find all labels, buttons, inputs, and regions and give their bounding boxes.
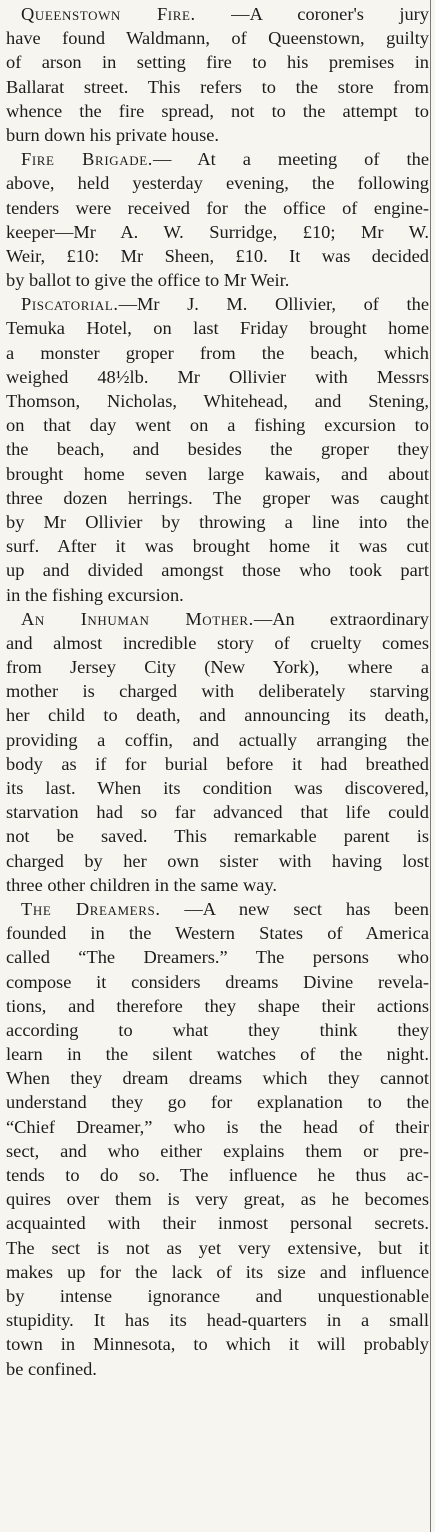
article-line: body as if for burial before it had breathed	[6, 753, 429, 774]
article-line: its last. When its condition was discovered,	[6, 778, 429, 798]
article-line: tions, and therefore they shape their actions	[6, 995, 429, 1016]
article-line: not be saved. This remarkable parent is	[6, 826, 429, 847]
article-text: —A coroner's jury	[195, 4, 429, 24]
article-line: providing a coffin, and actually arranging the	[6, 729, 429, 750]
article-line: weighed 48½lb. Mr Ollivier with Messrs	[6, 366, 429, 387]
article-line: Thomson, Nicholas, Whitehead, and Stening,	[6, 391, 429, 411]
article-line: “Chief Dreamer,” who is the head of their	[6, 1116, 429, 1137]
article-line: called “The Dreamers.” The persons who	[6, 947, 429, 968]
article-line: tenders were received for the office of engine-	[6, 197, 429, 218]
article-line: learn in the silent watches of the night.	[6, 1044, 429, 1065]
article-first-line	[6, 2, 429, 26]
article-text: —An extraordinary	[253, 608, 429, 629]
article-heading: Queenstown Fire.	[21, 4, 196, 24]
article-line: by Mr Ollivier by throwing a line into the	[6, 511, 429, 532]
article-text: — At a meeting of the	[152, 149, 429, 170]
article-line: up and divided amongst those who took part	[6, 560, 429, 581]
article-paragraph	[6, 292, 429, 606]
article-line: Ballarat street. This refers to the store from	[6, 76, 429, 97]
article-text: —A new sect has been	[160, 898, 429, 919]
article-line: three dozen herrings. The groper was caught	[6, 487, 429, 508]
article-line: makes up for the lack of its size and influence	[6, 1261, 429, 1282]
article-first-line	[6, 147, 429, 171]
article-line: Weir, £10: Mr Sheen, £10. It was decided	[6, 245, 429, 266]
article-heading: Piscatorial.	[21, 294, 119, 315]
column-rule	[430, 0, 431, 1532]
article-line: When they dream dreams which they cannot	[6, 1068, 429, 1089]
article-paragraph	[6, 2, 429, 147]
article-line: by intense ignorance and unquestionable	[6, 1285, 429, 1306]
article-line: sect, and who either explains them or pre-	[6, 1140, 429, 1161]
article-line: according to what they think they	[6, 1019, 429, 1040]
article-first-line	[6, 292, 429, 316]
article-line: be confined.	[6, 1358, 97, 1379]
article-line: of arson in setting fire to his premises in	[6, 52, 429, 73]
article-line: whence the fire spread, not to the attempt to	[6, 100, 429, 121]
article-line: on that day went on a fishing excursion to	[6, 415, 429, 436]
article-line: quires over them is very great, as he becomes	[6, 1189, 429, 1210]
article-text: —Mr J. M. Ollivier, of the	[118, 294, 429, 315]
article-line: by ballot to give the office to Mr Weir.	[6, 270, 290, 291]
article-line: understand they go for explanation to the	[6, 1092, 429, 1113]
column-body	[6, 2, 429, 1381]
article-line: keeper—Mr A. W. Surridge, £10; Mr W.	[6, 221, 429, 242]
article-line: starvation had so far advanced that life could	[6, 802, 429, 823]
article-first-line	[6, 897, 429, 921]
article-heading: The Dreamers.	[21, 898, 161, 919]
article-line: compose it considers dreams Divine revela-	[6, 971, 429, 992]
article-line: and almost incredible story of cruelty comes	[6, 632, 429, 653]
article-heading: An Inhuman Mother.	[21, 608, 254, 629]
article-line: charged by her own sister with having lost	[6, 850, 429, 871]
article-line: surf. After it was brought home it was cut	[6, 536, 429, 557]
article-line: her child to death, and announcing its death,	[6, 705, 429, 726]
article-line: The sect is not as yet very extensive, but it	[6, 1237, 429, 1258]
article-line: have found Waldmann, of Queenstown, guilty	[6, 28, 429, 49]
article-line: tends to do so. The influence he thus ac-	[6, 1165, 429, 1185]
article-line: the beach, and besides the groper they	[6, 439, 429, 460]
article-paragraph	[6, 607, 429, 897]
article-first-line	[6, 607, 429, 631]
article-line: stupidity. It has its head-quarters in a small	[6, 1310, 429, 1331]
article-heading: Fire Brigade.	[21, 149, 153, 170]
article-line: in the fishing excursion.	[6, 584, 184, 605]
article-paragraph	[6, 897, 429, 1381]
article-line: founded in the Western States of America	[6, 923, 429, 944]
article-line: above, held yesterday evening, the following	[6, 173, 429, 194]
article-line: a monster groper from the beach, which	[6, 342, 429, 363]
article-line: brought home seven large kawais, and about	[6, 463, 429, 484]
article-line: mother is charged with deliberately starving	[6, 681, 429, 702]
article-line: Temuka Hotel, on last Friday brought home	[6, 318, 429, 339]
article-line: three other children in the same way.	[6, 874, 277, 895]
article-line: from Jersey City (New York), where a	[6, 657, 429, 678]
article-line: town in Minnesota, to which it will probably	[6, 1334, 429, 1355]
article-line: acquainted with their inmost personal secrets.	[6, 1213, 429, 1234]
article-line: burn down his private house.	[6, 124, 219, 145]
article-paragraph	[6, 147, 429, 292]
